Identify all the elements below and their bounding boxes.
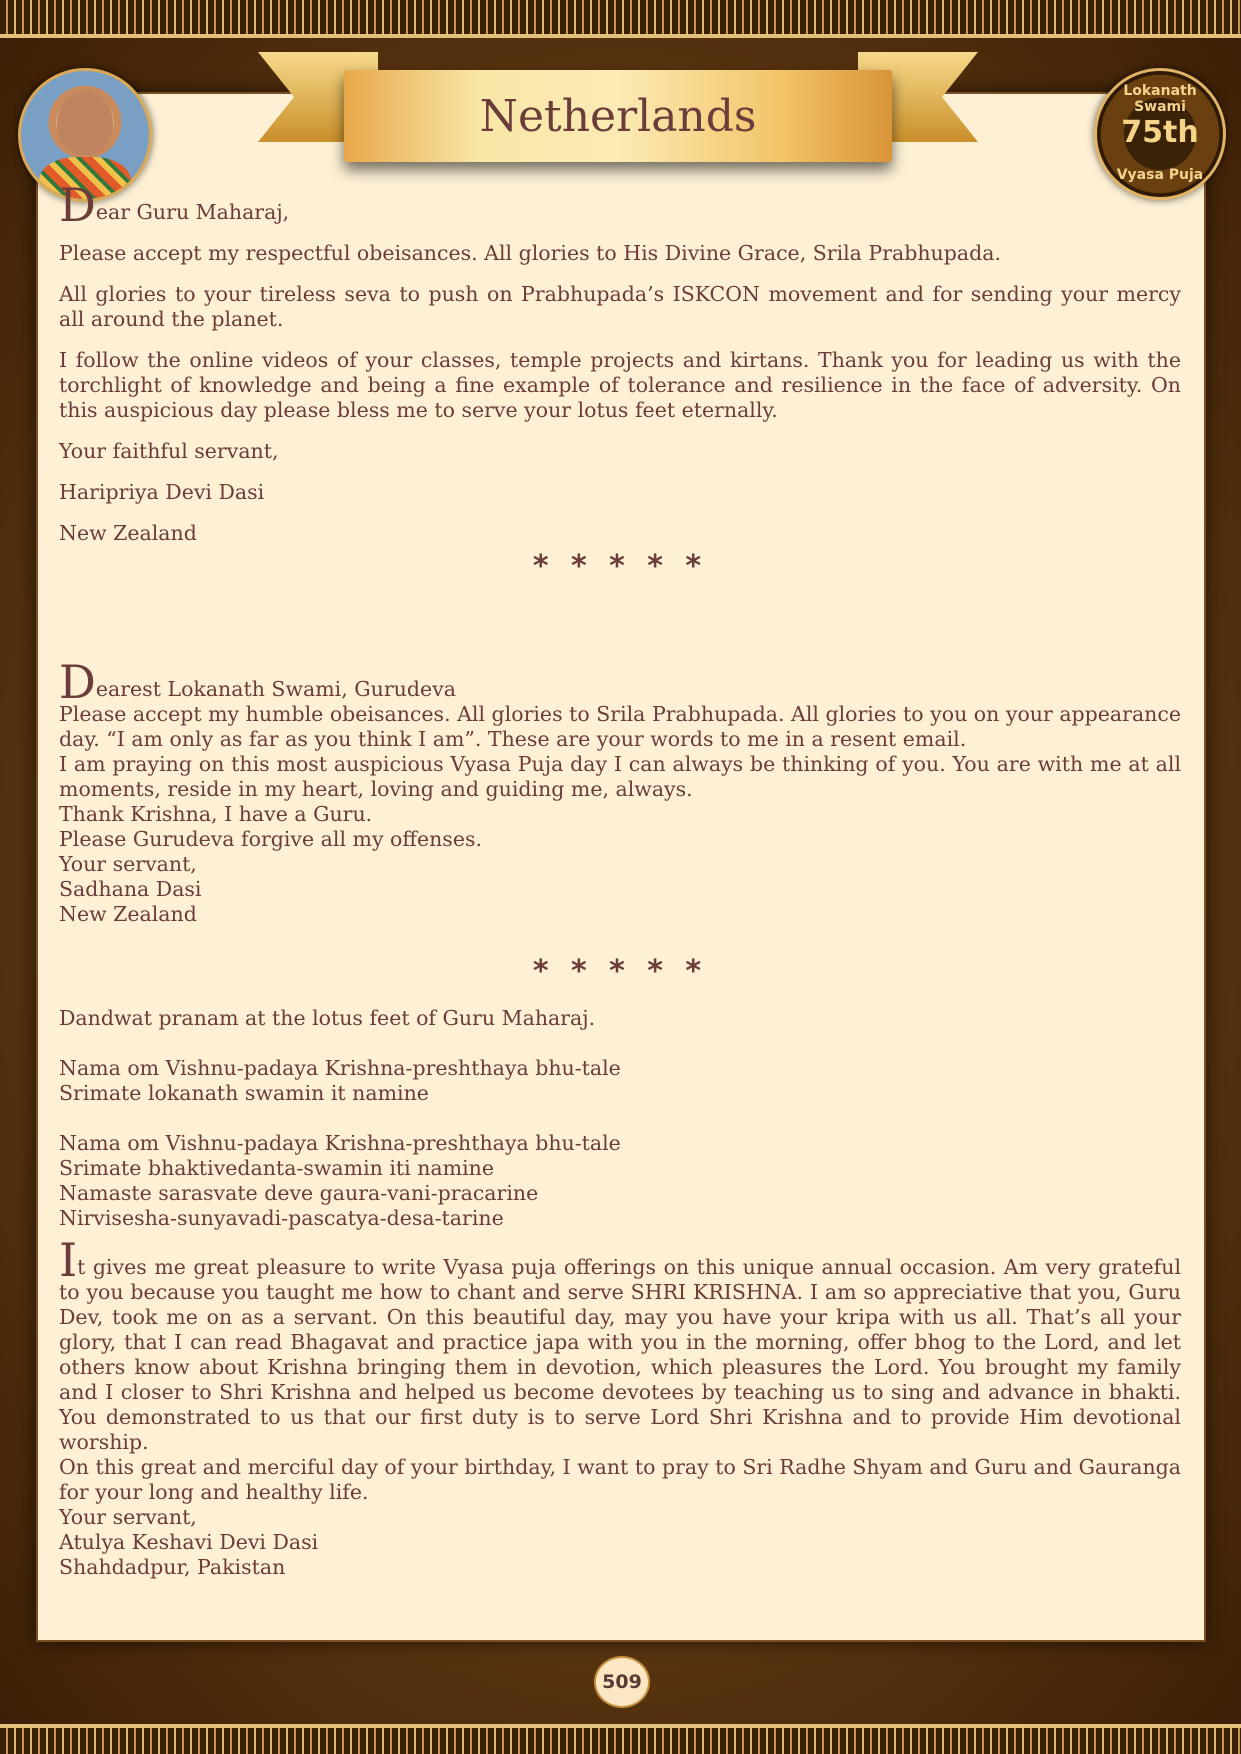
letter3-signature: Atulya Keshavi Devi Dasi [59,1530,319,1554]
letter2-paragraph: Thank Krishna, I have a Guru. [59,802,373,826]
letter2-place: New Zealand [59,902,197,926]
anniversary-seal-logo [1094,68,1226,200]
letter3-opening: Dandwat pranam at the lotus feet of Guru Maharaj. [59,1006,596,1030]
title-ribbon [258,50,978,170]
letter1-paragraph: I follow the online videos of your classes, temple projects and kirtans. Thank you for leading us with the torchlight of knowledge and being a fine example of tolerance and resilience in the face of adversity. On this auspicious day please bless me to serve your lotus feet eternally. [59,348,1181,422]
letter1-place: New Zealand [59,521,197,545]
drop-cap: I [59,1233,78,1287]
letter3-paragraph: It gives me great pleasure to write Vyasa puja offerings on this unique annual occasion. Am very grateful to you because you taught me how to chant and serve SHRI KRISHNA. I am so appreciative that you, Guru Dev, took me on as a servant. On this beautiful day, may you have your kripa with us all. That’s all your glory, that I can read Bhagavat and practice japa with you in the morning, offer bhog to the Lord, and let others know about Krishna bringing them in devotion, which pleasures the Lord. You brought my family and I closer to Shri Krishna and helped us become devotees by teaching us to sing and advance in bhakti. You demonstrated to us that our first duty is to serve Lord Shri Krishna and to provide Him devotional worship. [59,1233,1181,1454]
letter3-closing: Your servant, [59,1505,197,1529]
drop-cap: D [59,178,96,232]
letter1-closing: Your faithful servant, [59,439,279,463]
verse-line: Nama om Vishnu-padaya Krishna-preshthaya bhu-tale [59,1056,621,1080]
letter2-signature: Sadhana Dasi [59,877,202,901]
page-content [59,178,1181,1580]
seal-number: 75th [1121,115,1199,150]
letter1-paragraph: Please accept my respectful obeisances. All glories to His Divine Grace, Srila Prabhupada. [59,241,1001,265]
letter2-salutation: Dearest Lokanath Swami, Gurudeva [59,655,456,709]
letter1-paragraph: All glories to your tireless seva to push on Prabhupada’s ISKCON movement and for sending your mercy all around the planet. [59,282,1181,331]
letter2-paragraph: Please accept my humble obeisances. All glories to Srila Prabhupada. All glories to you on your appearance day. “I am only as far as you think I am”. These are your words to me in a resent email. [59,702,1181,751]
page-title: Netherlands [479,90,757,142]
letter3-place: Shahdadpur, Pakistan [59,1555,286,1579]
verse-line: Srimate bhaktivedanta-swamin iti namine [59,1156,494,1180]
seal-top-text: Lokanath Swami [1123,83,1197,115]
letter1-signature: Haripriya Devi Dasi [59,480,265,504]
letter3-paragraph: On this great and merciful day of your birthday, I want to pray to Sri Radhe Shyam and Guru and Gauranga for your long and healthy life. [59,1455,1181,1504]
verse-line: Namaste sarasvate deve gaura-vani-pracarine [59,1181,539,1205]
verse-line: Nirvisesha-sunyavadi-pascatya-desa-tarine [59,1206,504,1230]
section-separator: * * * * * [532,549,708,584]
page-number: 509 [594,1656,650,1708]
seal-bottom-text: Vyasa Puja [1116,167,1204,183]
verse-line: Srimate lokanath swamin it namine [59,1081,429,1105]
bottom-ornamental-border [0,1724,1241,1754]
verse-line: Nama om Vishnu-padaya Krishna-preshthaya bhu-tale [59,1131,621,1155]
portrait-face [57,91,113,155]
letter2-paragraph: I am praying on this most auspicious Vyasa Puja day I can always be thinking of you. You are with me at all moments, reside in my heart, loving and guiding me, always. [59,752,1181,801]
letter2-paragraph: Please Gurudeva forgive all my offenses. [59,827,482,851]
drop-cap: D [59,655,96,709]
letter1-salutation: Dear Guru Maharaj, [59,178,290,232]
top-ornamental-border [0,0,1241,38]
ribbon-band [344,70,892,162]
letter2-closing: Your servant, [59,852,197,876]
section-separator: * * * * * [532,954,708,989]
